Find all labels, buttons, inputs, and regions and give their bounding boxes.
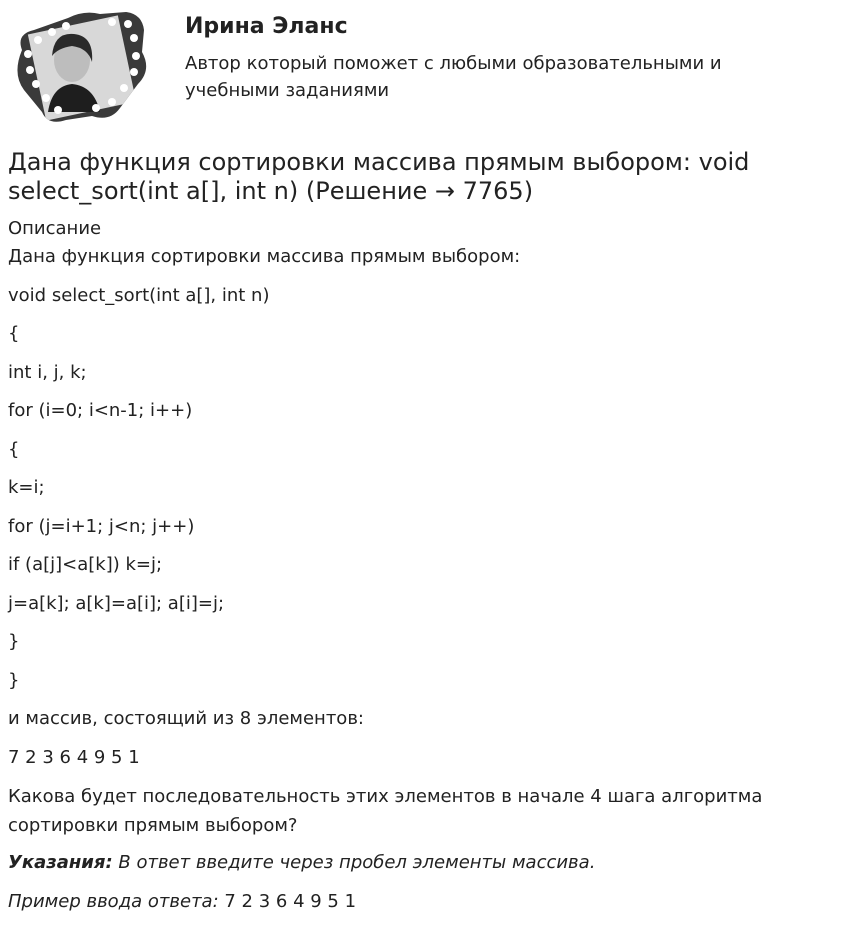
- task-intro: Дана функция сортировки массива прямым выбором:: [8, 246, 521, 267]
- author-description: Автор который поможет с любыми образовательными и учебными заданиями: [185, 53, 722, 101]
- code-line: k=i;: [8, 477, 45, 498]
- code-line: int i, j, k;: [8, 362, 87, 383]
- page-title: Дана функция сортировки массива прямым выбором: void select_sort(int a[], int n) (Решение → 7765): [8, 148, 750, 205]
- array-values: 7 2 3 6 4 9 5 1: [8, 747, 140, 768]
- code-line: j=a[k]; a[k]=a[i]; a[i]=j;: [8, 593, 225, 614]
- code-line: }: [8, 670, 20, 691]
- description-label: Описание: [8, 218, 102, 239]
- author-block: [8, 8, 838, 128]
- hint-text: В ответ введите через пробел элементы массива.: [112, 852, 596, 873]
- answer-example: [8, 887, 828, 916]
- code-line: for (i=0; i<n-1; i++): [8, 400, 193, 421]
- task-question: Какова будет последовательность этих элементов в начале 4 шага алгоритма сортировки прямым выбором?: [8, 786, 763, 836]
- hint: [8, 848, 828, 877]
- code-line: {: [8, 439, 20, 460]
- code-line: {: [8, 323, 20, 344]
- code-line: }: [8, 631, 20, 652]
- code-line: void select_sort(int a[], int n): [8, 285, 270, 306]
- example-label: Пример ввода ответа:: [8, 891, 219, 912]
- hint-label: Указания:: [8, 852, 113, 873]
- author-name: Ирина Эланс: [185, 14, 348, 39]
- code-line: if (a[j]<a[k]) k=j;: [8, 554, 163, 575]
- author-avatar: [8, 8, 150, 126]
- example-value: 7 2 3 6 4 9 5 1: [218, 891, 357, 912]
- code-line: for (j=i+1; j<n; j++): [8, 516, 195, 537]
- array-intro: и массив, состоящий из 8 элементов:: [8, 708, 364, 729]
